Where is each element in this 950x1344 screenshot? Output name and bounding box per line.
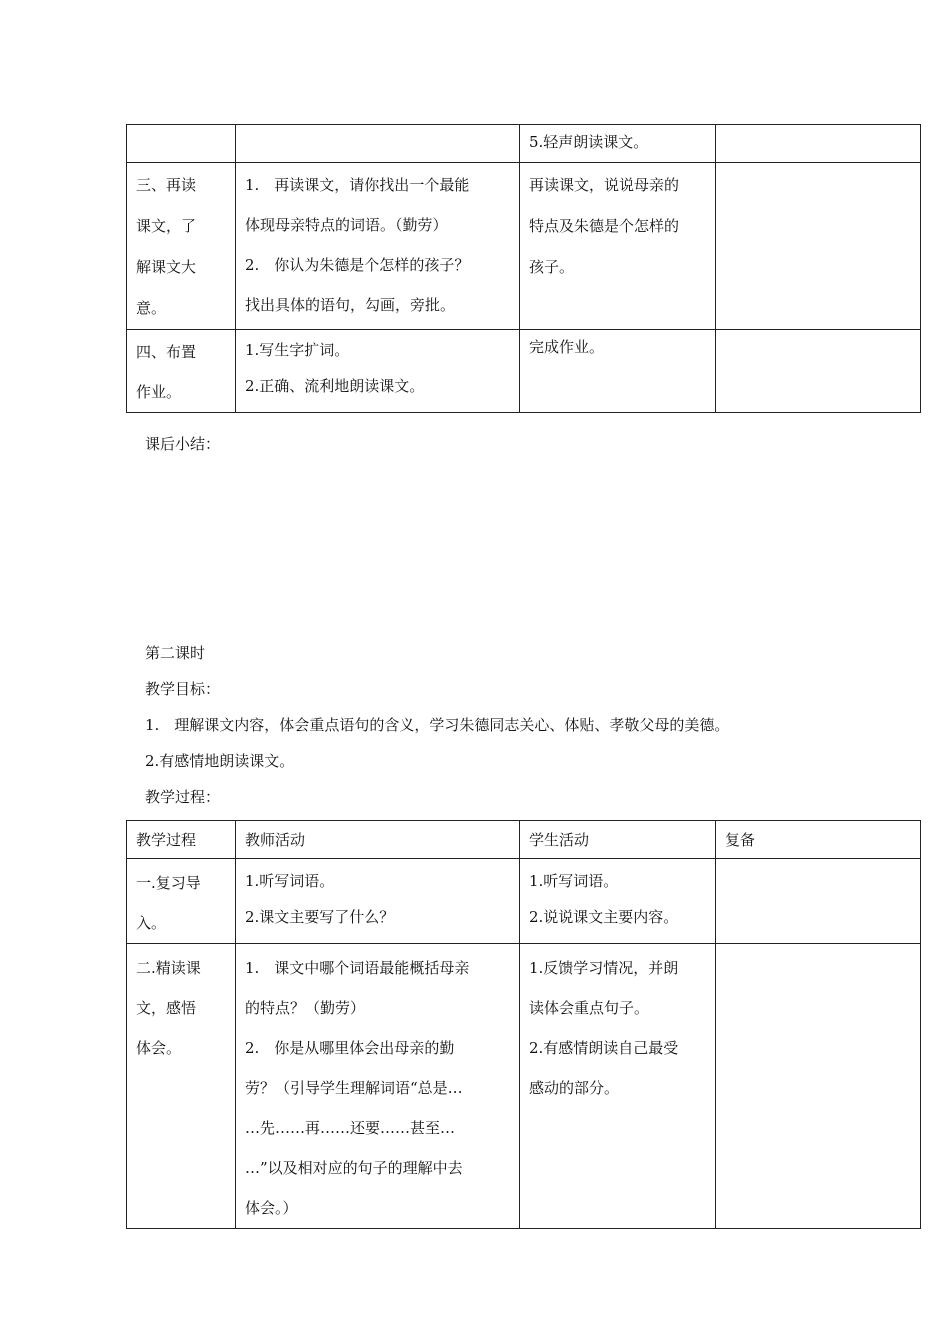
cell-line: 体会。 bbox=[136, 1039, 182, 1057]
cell-line: …”以及相对应的句子的理解中去 bbox=[245, 1159, 463, 1177]
cell-line: 劳？（引导学生理解词语“总是… bbox=[245, 1079, 463, 1097]
cell-line: 感动的部分。 bbox=[529, 1079, 620, 1097]
cell-line: 2.课文主要写了什么？ bbox=[245, 908, 395, 926]
table-row bbox=[127, 859, 921, 944]
cell-line: 2.有感情朗读自己最受 bbox=[529, 1039, 679, 1057]
cell-line: 的特点？（勤劳） bbox=[245, 999, 366, 1017]
cell-line: 解课文大 bbox=[136, 258, 197, 276]
goals-label: 教学目标： bbox=[145, 680, 221, 698]
lesson2-process-table bbox=[126, 820, 921, 1229]
cell-line: …先……再……还要……甚至… bbox=[245, 1119, 456, 1137]
cell-line: 1. 课文中哪个词语最能概括母亲 bbox=[245, 959, 470, 977]
review-cell bbox=[716, 330, 921, 413]
lesson-title: 第二课时 bbox=[145, 644, 206, 662]
cell-line: 三、再读 bbox=[136, 176, 197, 194]
cell-line: 二.精读课 bbox=[136, 959, 201, 977]
cell-line: 2.正确、流利地朗读课文。 bbox=[245, 377, 425, 395]
student-activity-cell bbox=[520, 944, 716, 1229]
table-row bbox=[127, 330, 921, 413]
cell-line: 2. 你是从哪里体会出母亲的勤 bbox=[245, 1039, 455, 1057]
cell-line: 课文，了 bbox=[136, 217, 197, 235]
cell-line: 一.复习导 bbox=[136, 874, 201, 892]
stage-cell bbox=[127, 125, 236, 163]
stage-cell bbox=[127, 330, 236, 413]
cell-line: 1.听写词语。 bbox=[529, 872, 619, 890]
teacher-activity-cell bbox=[236, 330, 520, 413]
cell-line: 1.反馈学习情况，并朗 bbox=[529, 959, 679, 977]
cell-line: 体现母亲特点的词语。（勤劳） bbox=[245, 216, 448, 234]
student-activity-cell bbox=[520, 859, 716, 944]
table-row bbox=[127, 125, 921, 163]
header-teacher: 教师活动 bbox=[236, 821, 520, 859]
cell-line: 孩子。 bbox=[529, 258, 575, 276]
cell-line: 5.轻声朗读课文。 bbox=[529, 133, 649, 151]
cell-line: 再读课文，说说母亲的 bbox=[529, 176, 680, 194]
cell-line: 特点及朱德是个怎样的 bbox=[529, 217, 680, 235]
teacher-activity-cell bbox=[236, 859, 520, 944]
cell-line: 2.说说课文主要内容。 bbox=[529, 908, 679, 926]
cell-line: 作业。 bbox=[136, 383, 182, 401]
goal-item-2: 2.有感情地朗读课文。 bbox=[145, 752, 295, 770]
header-student: 学生活动 bbox=[520, 821, 716, 859]
stage-cell bbox=[127, 163, 236, 330]
cell-line: 找出具体的语句，勾画，旁批。 bbox=[245, 296, 456, 314]
summary-label: 课后小结： bbox=[145, 435, 221, 453]
cell-line: 1.听写词语。 bbox=[245, 872, 335, 890]
stage-cell bbox=[127, 859, 236, 944]
cell-line: 1.写生字扩词。 bbox=[245, 341, 350, 359]
cell-line: 完成作业。 bbox=[529, 338, 605, 356]
review-cell bbox=[716, 944, 921, 1229]
student-activity-cell bbox=[520, 125, 716, 163]
cell-line: 1. 再读课文，请你找出一个最能 bbox=[245, 176, 470, 194]
teacher-activity-cell bbox=[236, 944, 520, 1229]
cell-line: 入。 bbox=[136, 914, 167, 932]
table-header-row bbox=[127, 821, 921, 859]
goal-item-1: 1. 理解课文内容，体会重点语句的含义，学习朱德同志关心、体贴、孝敬父母的美德。 bbox=[145, 716, 730, 734]
cell-line: 2. 你认为朱德是个怎样的孩子？ bbox=[245, 256, 470, 274]
review-cell bbox=[716, 125, 921, 163]
teacher-activity-cell bbox=[236, 125, 520, 163]
header-stage: 教学过程 bbox=[127, 821, 236, 859]
cell-line: 意。 bbox=[136, 299, 167, 317]
cell-line: 读体会重点句子。 bbox=[529, 999, 650, 1017]
review-cell bbox=[716, 859, 921, 944]
cell-line: 四、布置 bbox=[136, 343, 197, 361]
process-label: 教学过程： bbox=[145, 788, 221, 806]
cell-line: 文，感悟 bbox=[136, 999, 197, 1017]
student-activity-cell bbox=[520, 330, 716, 413]
stage-cell bbox=[127, 944, 236, 1229]
cell-line: 体会。） bbox=[245, 1199, 298, 1217]
lesson1-process-table bbox=[126, 124, 921, 413]
header-review: 复备 bbox=[716, 821, 921, 859]
teacher-activity-cell bbox=[236, 163, 520, 330]
table-row bbox=[127, 944, 921, 1229]
table-row bbox=[127, 163, 921, 330]
student-activity-cell bbox=[520, 163, 716, 330]
review-cell bbox=[716, 163, 921, 330]
